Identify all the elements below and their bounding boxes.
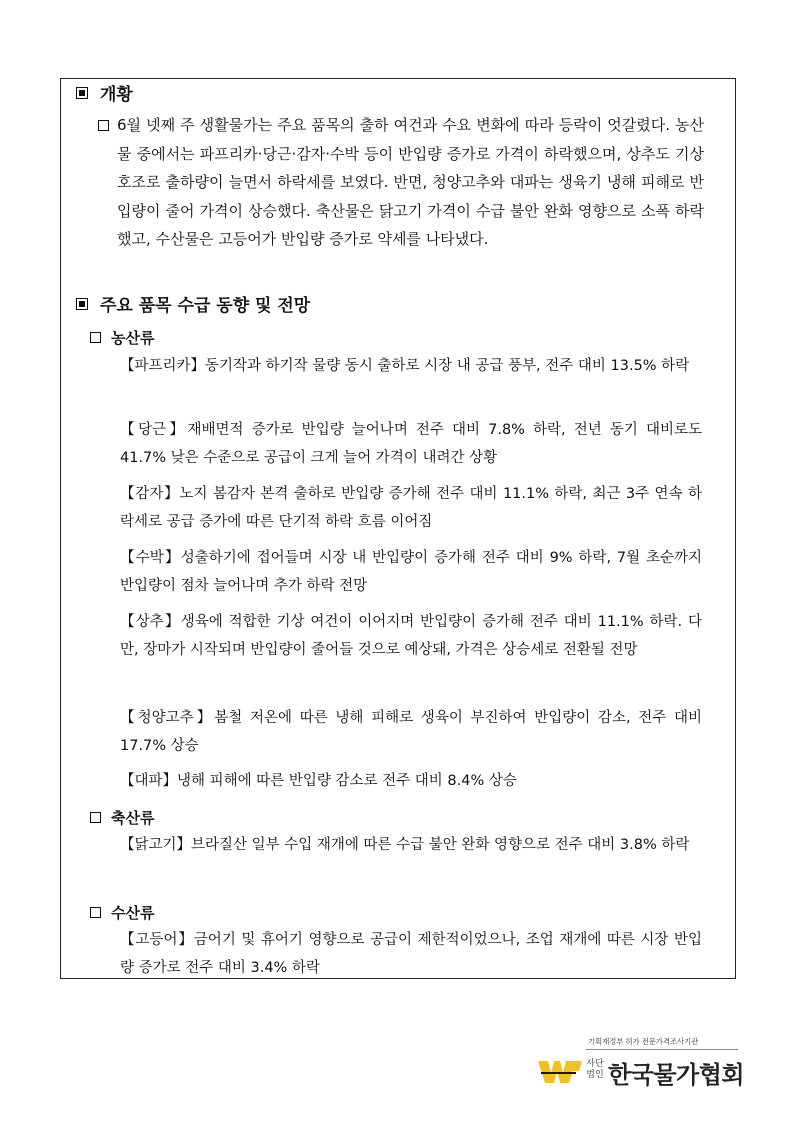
section-heading-overview — [76, 80, 133, 105]
section-title: 개황 — [100, 85, 133, 105]
footer-org-name: 한국물가협회 — [608, 1061, 745, 1089]
list-item: 【닭고기】브라질산 일부 수입 재개에 따른 수급 불안 완화 영향으로 전주 대비 3.8% 하락 — [120, 837, 690, 853]
category-heading-fishery — [90, 902, 154, 923]
list-item: 【감자】노지 봄감자 본격 출하로 반입량 증가해 전주 대비 11.1% 하락, 최근 3주 연속 하락세로 공급 증가에 따른 단기적 하락 흐름 이어짐 — [120, 486, 702, 530]
category-heading-agri — [90, 327, 154, 348]
list-item: 【수박】성출하기에 접어들며 시장 내 반입량이 증가해 전주 대비 9% 하락, 7월 초순까지 반입량이 점차 늘어나며 추가 하락 전망 — [120, 550, 702, 594]
list-item: 【대파】냉해 피해에 따른 반입량 감소로 전주 대비 8.4% 상승 — [120, 773, 517, 789]
filled-square-icon — [76, 87, 88, 99]
open-square-icon — [90, 332, 101, 343]
list-item: 【청양고추】봄철 저온에 따른 냉해 피해로 생육이 부진하여 반입량이 감소, 전주 대비 17.7% 상승 — [120, 710, 702, 754]
list-item: 【당근】재배면적 증가로 반입량 늘어나며 전주 대비 7.8% 하락, 전년 동기 대비로도 41.7% 낮은 수준으로 공급이 크게 늘어 가격이 내려간 상황 — [120, 422, 702, 466]
footer-logo — [538, 1035, 745, 1089]
category-heading-livestock — [90, 807, 154, 828]
category-title: 축산류 — [111, 809, 155, 827]
overview-bullet — [98, 111, 704, 254]
footer-divider — [586, 1049, 738, 1050]
filled-square-icon — [76, 298, 88, 310]
section-title: 주요 품목 수급 동향 및 전망 — [100, 296, 311, 316]
list-item: 【고등어】금어기 및 휴어기 영향으로 공급이 제한적이었으나, 조업 재개에 따른 시장 반입량 증가로 전주 대비 3.4% 하락 — [120, 932, 702, 976]
section-heading-trends — [76, 291, 310, 316]
footer-org-type: 사단법인 — [586, 1059, 604, 1080]
open-square-icon — [98, 120, 109, 131]
list-item: 【파프리카】동기작과 하기작 물량 동시 출하로 시장 내 공급 풍부, 전주 대비 13.5% 하락 — [120, 358, 690, 374]
footer-tagline: 기획재정부 허가 전문가격조사기관 — [588, 1037, 699, 1046]
kpa-logo-icon — [538, 1059, 582, 1085]
overview-paragraph: 6월 넷째 주 생활물가는 주요 품목의 출하 여건과 수요 변화에 따라 등락이 엇갈렸다. 농산물 중에서는 파프리카·당근·감자·수박 등이 반입량 증가로 가격이 하락했으며, 상추도 기상 호조로 출하량이 늘면서 하락세를 보였다. 반면, 청양고추와 대파는 생육기 냉해 피해로 반입량이 줄어 가격이 상승했다. 축산물은 닭고기 가격이 수급 불안 완화 영향으로 소폭 하락했고, 수산물은 고등어가 반입량 증가로 약세를 나타냈다. — [117, 116, 704, 248]
list-item: 【상추】생육에 적합한 기상 여건이 이어지며 반입량이 증가해 전주 대비 11.1% 하락. 다만, 장마가 시작되며 반입량이 줄어들 것으로 예상돼, 가격은 상승세로 전환될 전망 — [120, 614, 702, 658]
open-square-icon — [90, 812, 101, 823]
category-title: 농산류 — [111, 329, 155, 347]
category-title: 수산류 — [111, 904, 155, 922]
open-square-icon — [90, 907, 101, 918]
